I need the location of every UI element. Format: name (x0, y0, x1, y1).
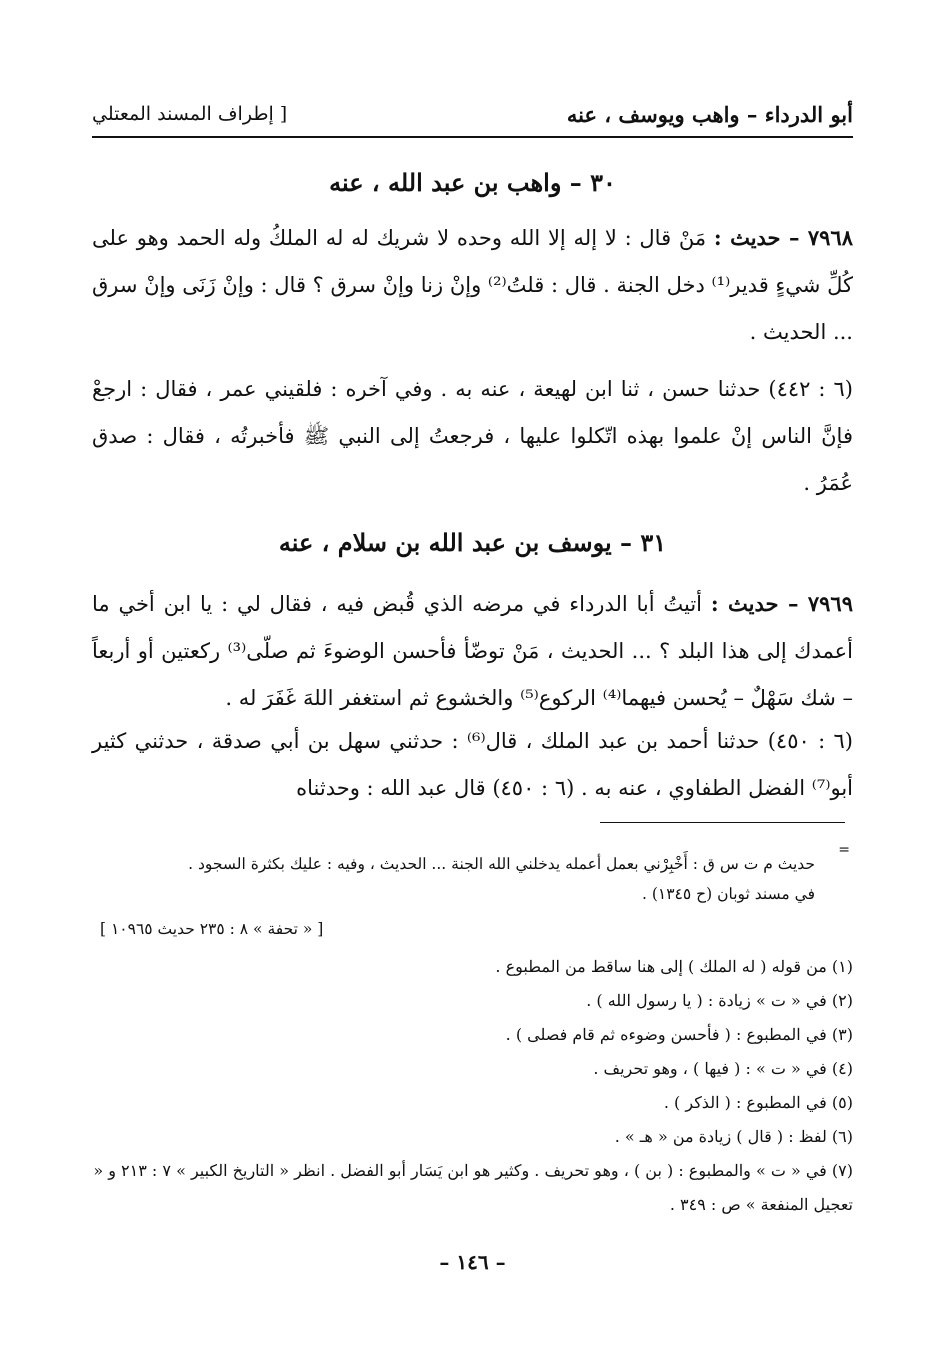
footnote: (٥) في المطبوع : ( الذكر ) . (663, 1093, 853, 1112)
tuhfa-reference: [ « تحفة » ٨ : ٢٣٥ حديث ١٠٩٦٥ ] (100, 920, 324, 938)
section-heading-31: ٣١ – يوسف بن عبد الله بن سلام ، عنه (278, 528, 667, 557)
hadith-7968-sanad: (٦ : ٤٤٢) حدثنا حسن ، ثنا ابن لهيعة ، عنه به . وفي آخره : فلقيني عمر ، فقال : ارجعْ فإنَّ الناس إنْ علموا بهذه اتّكلوا عليها ، فرجعتُ إلى النبي ﷺ فأخبرتُه ، فقال : صدق عُمَرُ . (92, 377, 853, 495)
hadith-number: ٧٩٦٨ – حديث : (713, 225, 853, 250)
note-line: في مسند ثوبان (ح ١٣٤٥) . (642, 885, 815, 903)
note-line: حديث م ت س ق : أَخْبِرْني بعمل أعمله يدخلني الله الجنة ... الحديث ، وفيه : عليك بكثرة السجود . (188, 855, 815, 873)
footnote: (٢) في « ت » زيادة : ( يا رسول الله ) . (586, 991, 853, 1010)
footnote: (١) من قوله ( له الملك ) إلى هنا ساقط من المطبوع . (495, 957, 853, 976)
hadith-text: مَنْ قال : لا إله إلا الله وحده لا شريك له له الملكُ وله الحمد وهو على كُلِّ شيءٍ قدير⁽¹⁾ دخل الجنة . قال : قلتُ⁽²⁾ وإنْ زنا وإنْ سرق ؟ قال : وإنْ زَنَى وإنْ سرق ... الحديث . (92, 226, 853, 344)
hadith-7968 (92, 214, 853, 356)
footnote: (٤) في « ت » : ( فيها ) ، وهو تحريف . (593, 1059, 853, 1078)
header-book-title: [ إطراف المسند المعتلي (92, 103, 288, 125)
hadith-number: ٧٩٦٩ – حديث : (710, 591, 853, 616)
footnote: (٦) لفظ : ( قال ) زيادة من « هـ » . (614, 1127, 853, 1146)
page-number: – ١٤٦ – (439, 1250, 506, 1274)
footnote: (٣) في المطبوع : ( فأحسن وضوءه ثم قام فصلى ) . (505, 1025, 853, 1044)
hadith-text: أتيتُ أبا الدرداء في مرضه الذي قُبض فيه ، فقال لي : يا ابن أخي ما أعمدك إلى هذا البلد ؟ ... الحديث ، مَنْ توضّأ فأحسن الوضوءَ ثم صلّى⁽³⁾ ركعتين أو أربعاً – شك سَهْلٌ – يُحسن فيهما⁽⁴⁾ الركوع⁽⁵⁾ والخشوع ثم استغفر اللهَ غَفَرَ له . (92, 592, 853, 710)
hadith-7969-sanad: (٦ : ٤٥٠) حدثنا أحمد بن عبد الملك ، قال⁽⁶⁾ : حدثني سهل بن أبي صدقة ، حدثني كثير أبو⁽⁷⁾ الفضل الطفاوي ، عنه به . (٦ : ٤٥٠) قال عبد الله : وحدثناه (92, 729, 853, 800)
hadith-7969 (92, 580, 853, 722)
running-header (92, 92, 853, 138)
continuation-mark: = (838, 842, 850, 858)
footnotes-list (92, 950, 853, 1222)
header-section-title: أبو الدرداء – واهب ويوسف ، عنه (566, 101, 853, 127)
section-heading-30: ٣٠ – واهب بن عبد الله ، عنه (329, 168, 616, 197)
footnote: (٧) في « ت » والمطبوع : ( بن ) ، وهو تحريف . وكثير هو ابن يَسَار أبو الفضل . انظر « التاريخ الكبير » ٧ : ٢١٣ و « تعجيل المنفعة » ص : ٣٤٩ . (93, 1161, 853, 1214)
footnote-divider (600, 822, 845, 823)
